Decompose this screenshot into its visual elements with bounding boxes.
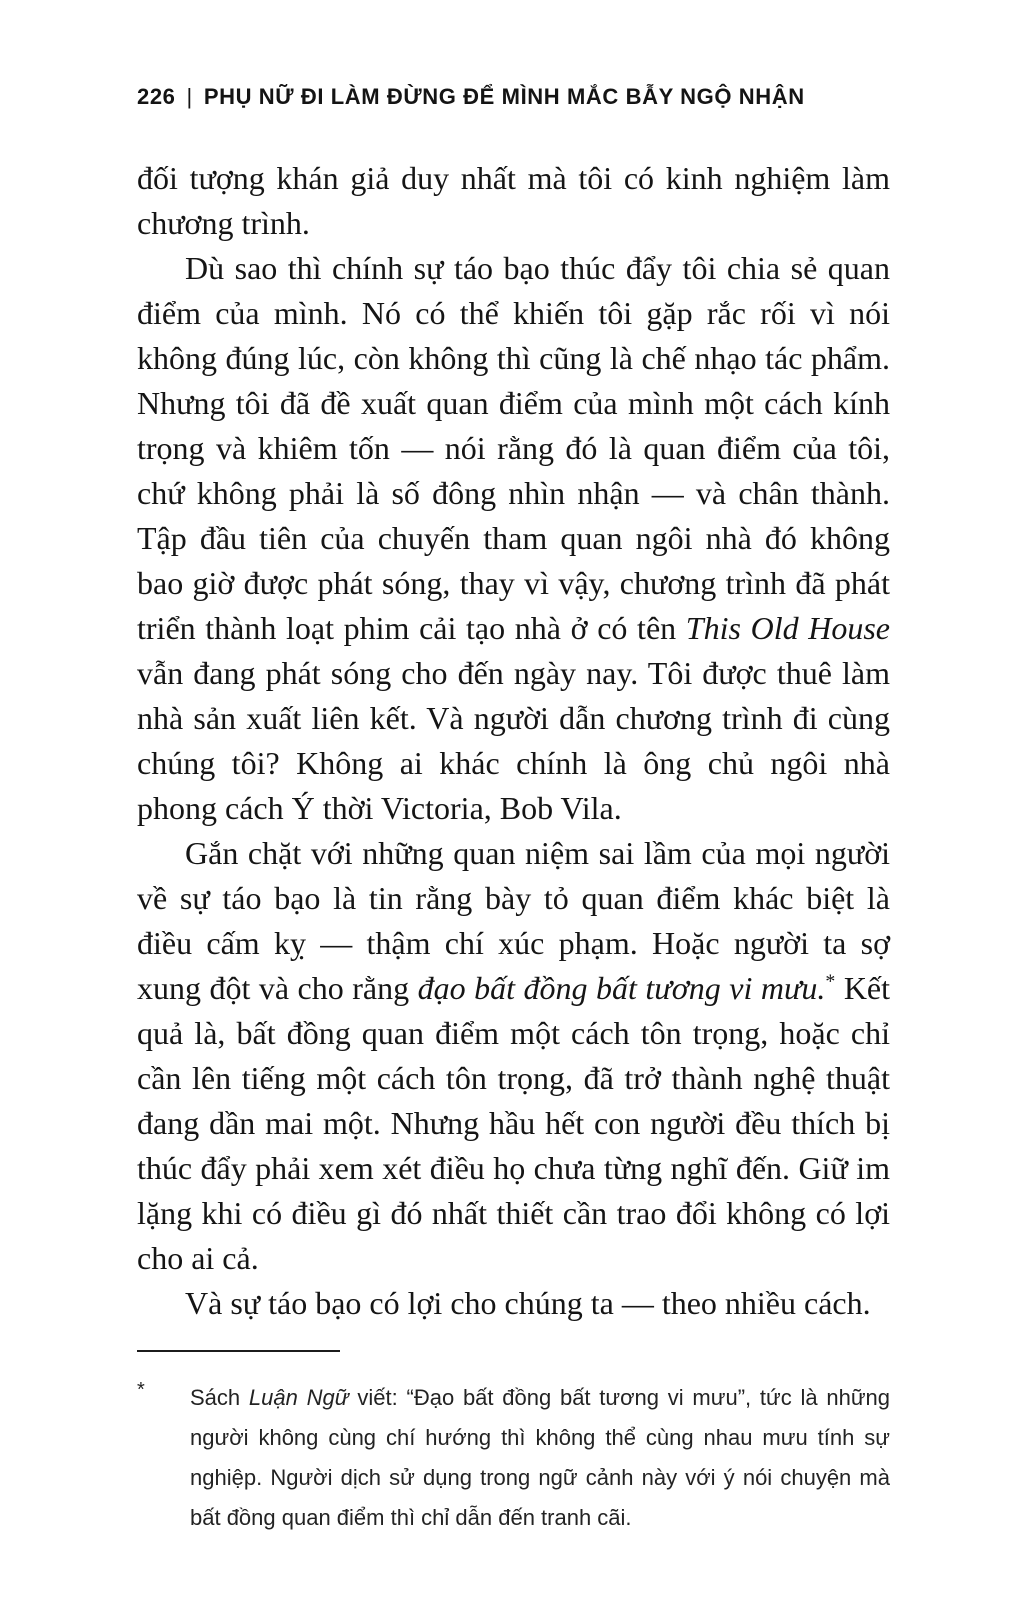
paragraph-boldness-story <box>137 246 890 831</box>
header-separator: | <box>186 84 193 109</box>
text-segment: viết: “Đạo bất đồng bất tương vi mưu”, tức là những người không cùng chí hướng thì không thể cùng nhau mưu tính sự nghiệp. Người dịch sử dụng trong ngữ cảnh này với ý nói chuyện mà bất đồng quan điểm thì chỉ dẫn đến tranh cãi. <box>190 1385 891 1530</box>
footnote-ref-asterisk: * <box>825 970 836 993</box>
show-title-italic: This Old House <box>685 610 890 646</box>
text-segment: Gắn chặt với những quan niệm sai lầm của mọi người về sự táo bạo là tin rằng bày tỏ quan điểm khác biệt là điều cấm kỵ — thậm chí xúc phạm. Hoặc người ta sợ xung đột và cho rằng <box>137 835 890 1006</box>
footnote-block <box>137 1350 890 1538</box>
running-title: PHỤ NỮ ĐI LÀM ĐỪNG ĐỂ MÌNH MẮC BẪY NGỘ NHẬN <box>203 84 805 109</box>
text-segment: Dù sao thì chính sự táo bạo thúc đẩy tôi chia sẻ quan điểm của mình. Nó có thể khiến tôi gặp rắc rối vì nói không đúng lúc, còn không thì cũng là chế nhạo tác phẩm. Nhưng tôi đã đề xuất quan điểm của mình một cách kính trọng và khiêm tốn — nói rằng đó là quan điểm của tôi, chứ không phải là số đông nhìn nhận — và chân thành. Tập đầu tiên của chuyến tham quan ngôi nhà đó không bao giờ được phát sóng, thay vì vậy, chương trình đã phát triển thành loạt phim cải tạo nhà ở có tên <box>137 250 890 646</box>
cited-book-title: Luận Ngữ <box>248 1385 349 1410</box>
paragraph-continuation <box>137 156 890 246</box>
text-segment: đối tượng khán giả duy nhất mà tôi có kinh nghiệm làm chương trình. <box>137 160 890 241</box>
proverb-italic: đạo bất đồng bất tương vi mưu. <box>417 970 826 1006</box>
paragraph-closing <box>137 1281 890 1326</box>
text-segment: Và sự táo bạo có lợi cho chúng ta — theo nhiều cách. <box>185 1285 871 1321</box>
text-segment: Sách <box>190 1385 249 1410</box>
footnote-rule <box>137 1350 340 1352</box>
page-header <box>137 84 897 110</box>
paragraph-misconceptions <box>137 831 890 1281</box>
body-text <box>137 156 890 1326</box>
footnote-marker: * <box>137 1379 145 1401</box>
footnote <box>137 1378 890 1538</box>
footnote-text <box>190 1378 890 1538</box>
text-segment: vẫn đang phát sóng cho đến ngày nay. Tôi được thuê làm nhà sản xuất liên kết. Và người dẫn chương trình đi cùng chúng tôi? Không ai khác chính là ông chủ ngôi nhà phong cách Ý thời Victoria, Bob Vila. <box>137 655 890 826</box>
text-segment: Kết quả là, bất đồng quan điểm một cách tôn trọng, hoặc chỉ cần lên tiếng một cách tôn trọng, đã trở thành nghệ thuật đang dần mai một. Nhưng hầu hết con người đều thích bị thúc đẩy phải xem xét điều họ chưa từng nghĩ đến. Giữ im lặng khi có điều gì đó nhất thiết cần trao đổi không có lợi cho ai cả. <box>137 970 891 1276</box>
page-number: 226 <box>137 84 176 109</box>
